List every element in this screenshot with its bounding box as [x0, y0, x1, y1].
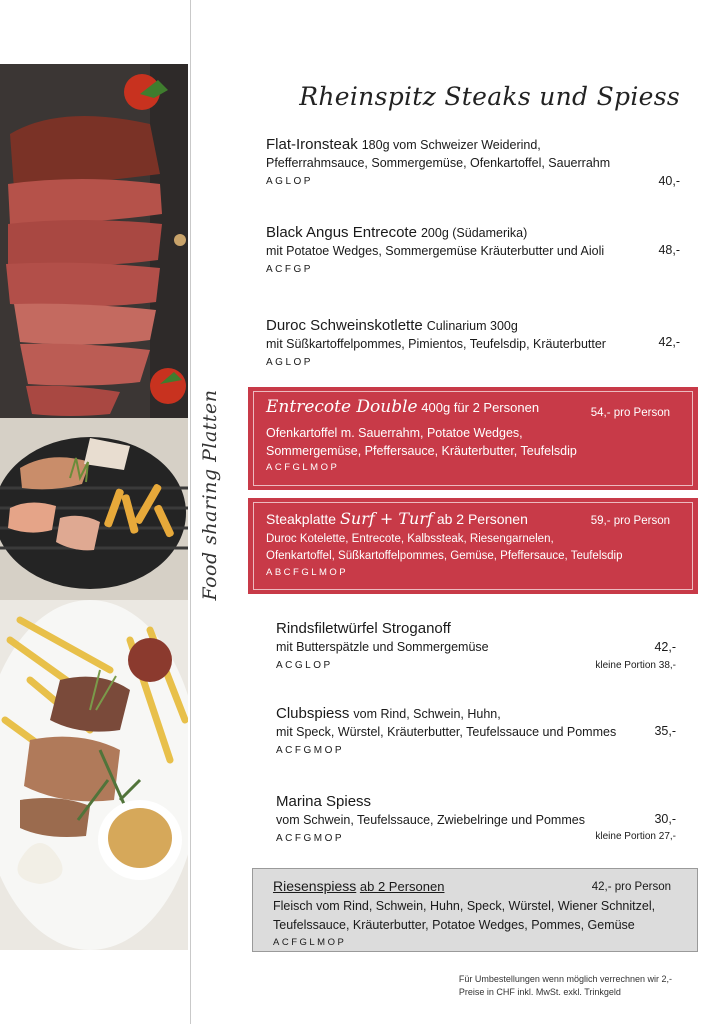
item-detail: 180g vom Schweizer Weiderind, [361, 138, 541, 152]
allergen-codes: ACFGP [266, 264, 313, 275]
description-line: Teufelssauce, Kräuterbutter, Potatoe Wedges, Pommes, Gemüse [273, 918, 635, 932]
item-name: Duroc Schweinskotlette [266, 317, 423, 334]
footer-line: Für Umbestellungen wenn möglich verrechnen wir 2,- [458, 974, 672, 984]
food-sharing-label: Food sharing Platten [199, 389, 221, 601]
page-title: Rheinspitz Steaks und Spiess [299, 82, 680, 111]
item-description: Pfefferrahmsauce, Sommergemüse, Ofenkartoffel, Sauerrahm [266, 156, 611, 170]
allergen-codes: AGLOP [266, 176, 313, 187]
menu-item-stroganoff [276, 620, 676, 674]
item-description: mit Süßkartoffelpommes, Pimientos, Teufelsdip, Kräuterbutter [266, 337, 606, 351]
footer-line: Preise in CHF inkl. MwSt. exkl. Trinkgeld [458, 987, 621, 997]
item-detail: vom Rind, Schwein, Huhn, [353, 707, 501, 721]
menu-item-black-angus [266, 224, 680, 278]
description-line: Fleisch vom Rind, Schwein, Huhn, Speck, Würstel, Wiener Schnitzel, [273, 899, 656, 913]
item-price: 35,- [654, 724, 676, 738]
item-name: Steakplatte [266, 511, 337, 527]
footer-note [459, 973, 672, 999]
small-portion-price: kleine Portion 27,- [595, 831, 676, 842]
allergen-codes: AGLOP [266, 357, 313, 368]
item-price: 59,- pro Person [590, 515, 670, 527]
allergen-codes: ACFGMOP [276, 745, 345, 756]
allergen-codes: ACFGMOP [276, 833, 345, 844]
item-detail: ab 2 Personen [436, 511, 528, 527]
description-line: Duroc Kotelette, Entrecote, Kalbssteak, Riesengarnelen, [266, 533, 554, 545]
small-portion-price: kleine Portion 38,- [595, 660, 676, 671]
sharing-box-entrecote-double [248, 387, 698, 490]
item-price: 42,- [658, 335, 680, 349]
allergen-codes: ACFGLMOP [273, 937, 347, 948]
item-description [266, 424, 680, 460]
menu-item-duroc [266, 317, 680, 371]
item-description: mit Butterspätzle und Sommergemüse [276, 640, 489, 654]
item-name: Marina Spiess [276, 793, 372, 810]
item-name: Rindsfiletwürfel Stroganoff [276, 620, 451, 637]
item-detail: ab 2 Personen [359, 879, 445, 894]
item-price: 54,- pro Person [590, 407, 670, 419]
allergen-codes: ACGLOP [276, 660, 333, 671]
description-line: Ofenkartoffel, Süßkartoffelpommes, Gemüse, Pfeffersauce, Teufelsdip [266, 550, 623, 562]
skewer-plate-photo [0, 600, 188, 950]
grill-platter-photo [0, 418, 188, 600]
item-detail: Culinarium 300g [426, 319, 518, 333]
riesenspiess-box [252, 868, 698, 952]
item-price: 40,- [658, 174, 680, 188]
item-detail: 200g (Südamerika) [420, 226, 528, 240]
item-description: vom Schwein, Teufelssauce, Zwiebelringe und Pommes [276, 813, 585, 827]
item-description [273, 897, 677, 935]
item-name: Entrecote Double [266, 397, 418, 417]
item-price: 48,- [658, 243, 680, 257]
menu-item-marina-spiess [276, 793, 676, 847]
item-price: 42,- pro Person [591, 881, 671, 893]
item-description: mit Potatoe Wedges, Sommergemüse Kräuterbutter und Aioli [266, 244, 605, 258]
vertical-divider [190, 0, 191, 1024]
sharing-box-steakplatte [248, 498, 698, 594]
item-name: Black Angus Entrecote [266, 224, 417, 241]
item-name-script: Surf + Turf [339, 509, 433, 528]
item-name: Flat-Ironsteak [266, 136, 358, 153]
item-detail: 400g für 2 Personen [421, 400, 540, 415]
description-line: Sommergemüse, Pfeffersauce, Kräuterbutter, Teufelsdip [266, 444, 577, 458]
item-description [266, 531, 680, 565]
item-price: 42,- [654, 640, 676, 654]
item-price: 30,- [654, 812, 676, 826]
item-description: mit Speck, Würstel, Kräuterbutter, Teufelssauce und Pommes [276, 725, 617, 739]
menu-item-flat-ironsteak [266, 136, 680, 190]
steak-photo [0, 64, 188, 418]
item-name: Riesenspiess [273, 878, 357, 894]
allergen-codes: ACFGLMOP [266, 462, 340, 473]
allergen-codes: ABCFGLMOP [266, 567, 349, 578]
description-line: Ofenkartoffel m. Sauerrahm, Potatoe Wedges, [266, 426, 523, 440]
menu-item-clubspiess [276, 705, 676, 759]
item-name: Clubspiess [276, 705, 350, 722]
